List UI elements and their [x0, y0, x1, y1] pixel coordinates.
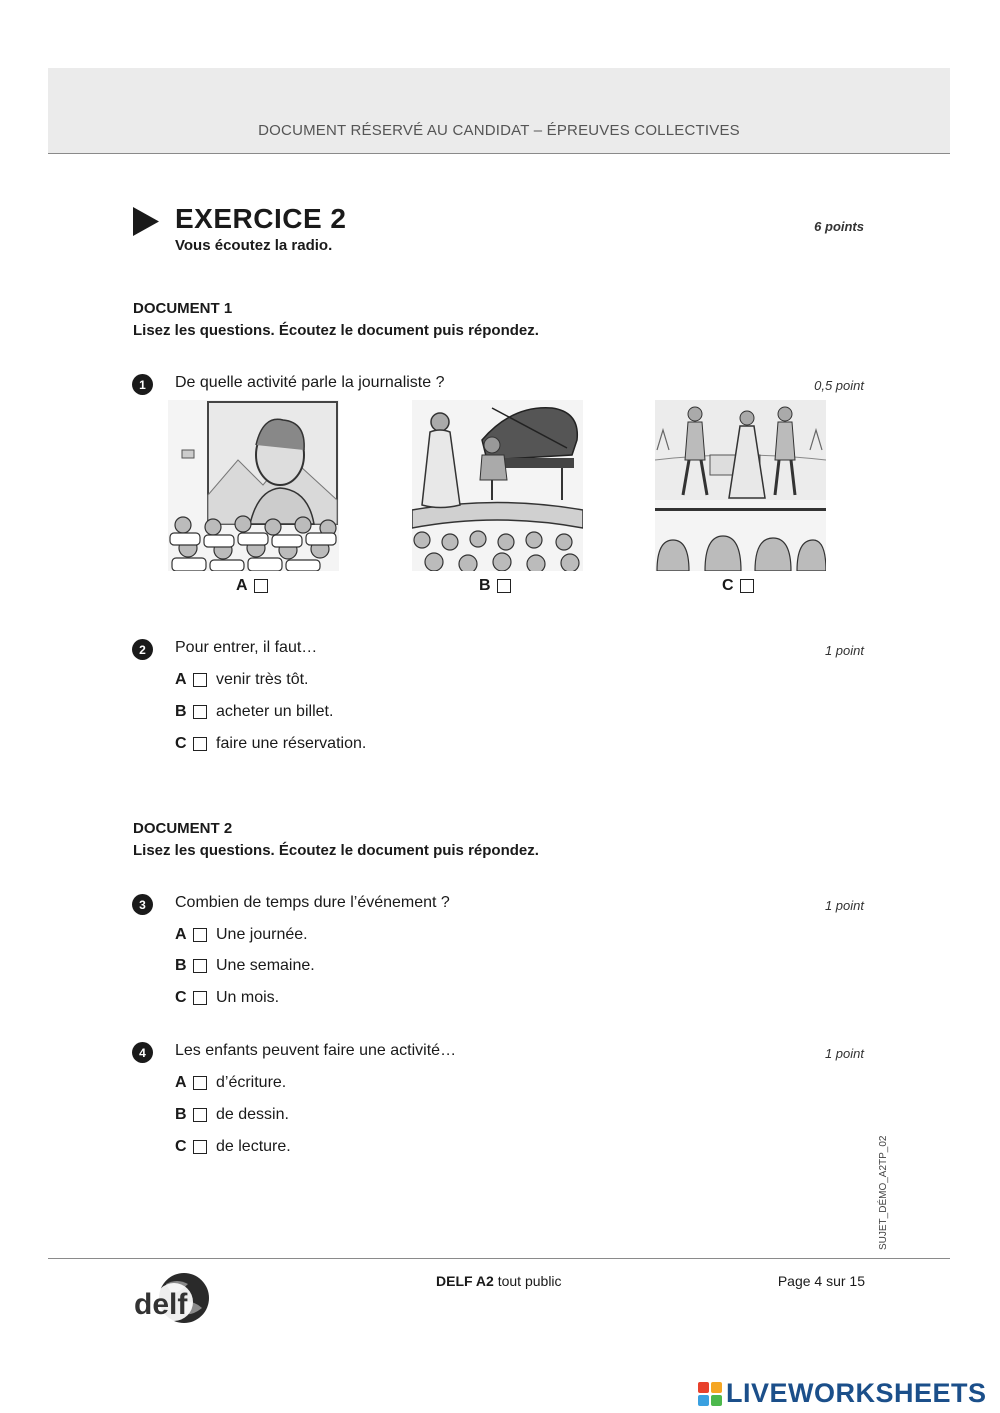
footer-exam	[436, 1273, 562, 1289]
question-1-text: De quelle activité parle la journaliste ?	[175, 374, 445, 391]
exercise-points: 6 points	[814, 219, 864, 234]
question-4-option-b	[175, 1106, 289, 1124]
option-text: venir très tôt.	[216, 671, 309, 688]
header-band	[48, 68, 950, 154]
question-4-text: Les enfants peuvent faire une activité…	[175, 1042, 457, 1059]
checkbox-2a[interactable]	[193, 673, 207, 687]
question-2-option-a	[175, 671, 308, 689]
question-1-points: 0,5 point	[814, 378, 864, 393]
option-letter: A	[175, 671, 187, 688]
choice-b-image	[479, 577, 511, 595]
delf-logo	[132, 1272, 212, 1332]
checkbox-4b[interactable]	[193, 1108, 207, 1122]
question-3-option-b	[175, 957, 315, 975]
option-letter: B	[175, 957, 187, 974]
option-letter: A	[175, 1074, 187, 1091]
watermark-text: LIVEWORKSHEETS	[726, 1378, 987, 1408]
choice-c-image	[722, 577, 754, 595]
question-2-option-b	[175, 703, 333, 721]
option-letter: C	[175, 989, 187, 1006]
option-text: faire une réservation.	[216, 735, 367, 752]
question-number-4: 4	[132, 1042, 153, 1063]
checkbox-1a[interactable]	[254, 579, 268, 593]
choice-letter: C	[722, 577, 734, 594]
concert-illustration-icon	[412, 400, 583, 571]
liveworksheets-watermark	[698, 1378, 987, 1409]
checkbox-3a[interactable]	[193, 928, 207, 942]
document1-instruction: Lisez les questions. Écoutez le document puis répondez.	[133, 322, 539, 339]
theatre-illustration-icon	[655, 400, 826, 571]
question-number-2: 2	[132, 639, 153, 660]
question-number-1: 1	[132, 374, 153, 395]
checkbox-1c[interactable]	[740, 579, 754, 593]
document2-title: DOCUMENT 2	[133, 820, 233, 837]
checkbox-4c[interactable]	[193, 1140, 207, 1154]
checkbox-3b[interactable]	[193, 959, 207, 973]
option-text: Un mois.	[216, 989, 280, 1006]
document2-instruction: Lisez les questions. Écoutez le document puis répondez.	[133, 842, 539, 859]
question-4-option-c	[175, 1138, 291, 1156]
question-3-option-c	[175, 989, 279, 1007]
document1-title: DOCUMENT 1	[133, 300, 233, 317]
choice-a-image	[236, 577, 268, 595]
exercise-subtitle: Vous écoutez la radio.	[175, 237, 333, 254]
illustration-theatre	[655, 400, 826, 571]
question-2-points: 1 point	[824, 643, 864, 658]
delf-logo-text: delf	[134, 1288, 188, 1321]
subject-code: SUJET_DÉMO_A2TP_02	[878, 1135, 889, 1250]
question-4-points: 1 point	[824, 1046, 864, 1061]
option-text: de lecture.	[216, 1138, 291, 1155]
option-text: de dessin.	[216, 1106, 289, 1123]
question-3-points: 1 point	[824, 898, 864, 913]
question-2-text: Pour entrer, il faut…	[175, 639, 318, 656]
option-letter: A	[175, 926, 187, 943]
option-text: d’écriture.	[216, 1074, 287, 1091]
option-letter: C	[175, 1138, 187, 1155]
option-letter: C	[175, 735, 187, 752]
option-text: Une journée.	[216, 926, 308, 943]
liveworksheets-logo-icon	[698, 1382, 722, 1406]
cinema-illustration-icon	[168, 400, 339, 571]
choice-letter: A	[236, 577, 248, 594]
question-2-option-c	[175, 735, 366, 753]
question-number-3: 3	[132, 894, 153, 915]
illustration-concert	[412, 400, 583, 571]
footer-page-number: Page 4 sur 15	[777, 1273, 865, 1289]
choice-letter: B	[479, 577, 491, 594]
exercise-title: EXERCICE 2	[175, 203, 347, 234]
checkbox-2b[interactable]	[193, 705, 207, 719]
checkbox-1b[interactable]	[497, 579, 511, 593]
option-letter: B	[175, 1106, 187, 1123]
checkbox-4a[interactable]	[193, 1076, 207, 1090]
footer-divider	[48, 1258, 950, 1259]
checkbox-3c[interactable]	[193, 991, 207, 1005]
question-3-option-a	[175, 926, 308, 944]
question-3-text: Combien de temps dure l’événement ?	[175, 894, 450, 911]
delf-logo-icon	[132, 1272, 212, 1327]
option-text: Une semaine.	[216, 957, 315, 974]
illustration-cinema	[168, 400, 339, 571]
question-4-option-a	[175, 1074, 286, 1092]
checkbox-2c[interactable]	[193, 737, 207, 751]
option-text: acheter un billet.	[216, 703, 334, 720]
play-arrow-icon	[133, 207, 159, 236]
header-title: DOCUMENT RÉSERVÉ AU CANDIDAT – ÉPREUVES COLLECTIVES	[258, 122, 740, 139]
footer-exam-rest: tout public	[493, 1273, 562, 1289]
option-letter: B	[175, 703, 187, 720]
footer-exam-bold: DELF A2	[436, 1273, 494, 1289]
